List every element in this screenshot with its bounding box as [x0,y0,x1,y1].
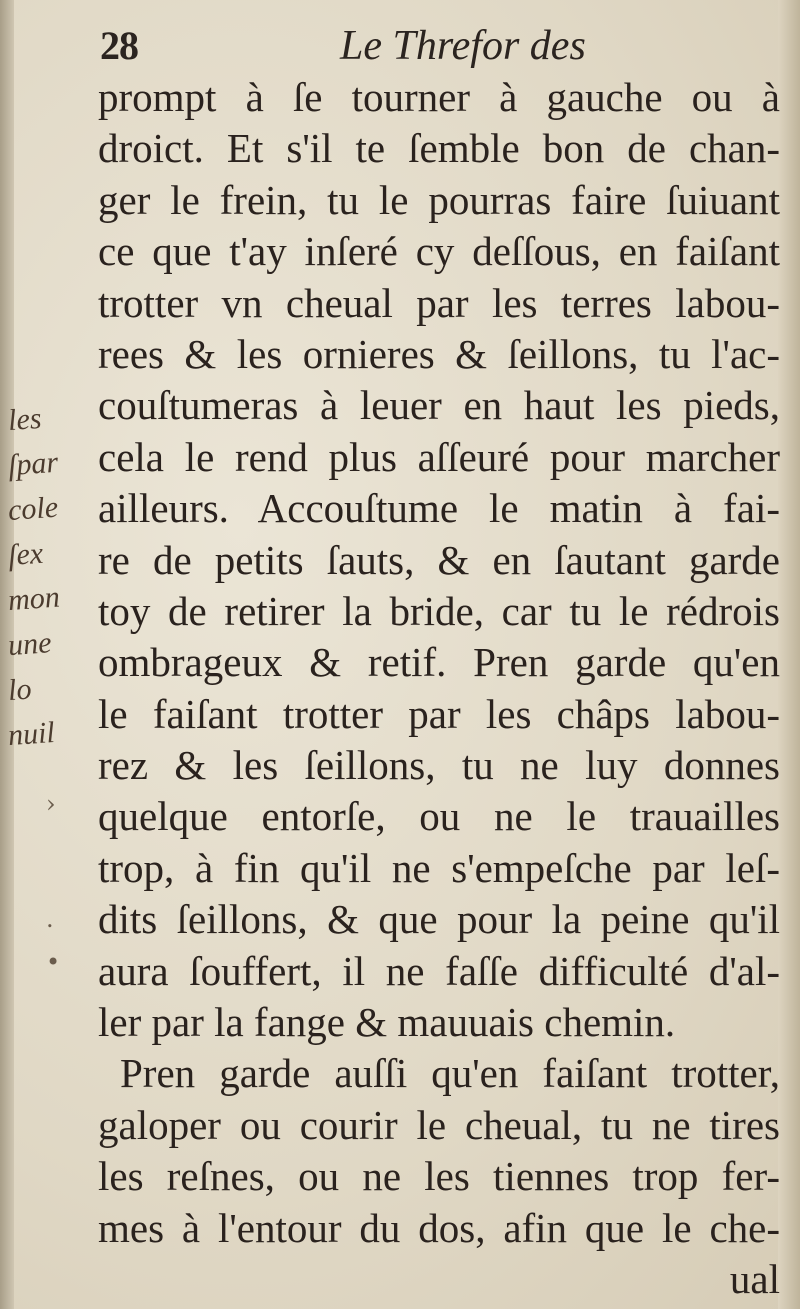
margin-note: ſex [6,536,45,573]
text-line: le faiſant trotter par les châps labou- [98,690,780,737]
text-line: ler par la fange & mauuais chemin. [98,999,676,1046]
text-line: aura ſouffert, il ne faſſe difficulté d'al- [98,947,780,994]
text-line: mes à l'entour du dos, afin que le che- [98,1204,780,1251]
text-line: prompt à ſe tourner à gauche ou à [98,74,780,120]
text-line: dits ſeillons, & que pour la peine qu'il [98,896,780,943]
text-line: ailleurs. Accouſtume le matin à fai- [98,485,780,532]
page-edge [778,0,800,1309]
text-line: ombrageux & retif. Pren garde qu'en [98,639,780,686]
text-line: rez & les ſeillons, tu ne luy donnes [98,742,780,789]
margin-mark: • [46,948,61,976]
margin-mark: . [46,905,54,933]
text-line: Pren garde auſſi qu'en faiſant trotter, [120,1050,780,1097]
text-line: ger le frein, tu le pourras faire ſuiuant [98,176,780,223]
text-line: cela le rend plus aſſeuré pour marcher [98,433,780,480]
text-line: les reſnes, ou ne les tiennes trop fer- [98,1153,780,1200]
show-through-text [80,1238,780,1298]
page-header [100,22,780,78]
margin-mark: › [46,790,56,818]
text-line: toy de retirer la bride, car tu le rédrois [98,587,780,634]
margin-note: les [6,401,43,438]
handwritten-margin-notes [8,395,98,755]
running-title: Le Threfor des [340,23,586,69]
catchword: ual [729,1255,780,1302]
text-line: trop, à fin qu'il ne s'empeſche par leſ- [98,844,780,891]
text-line: galoper ou courir le cheual, tu ne tires [98,1101,780,1148]
page-number: 28 [100,23,138,68]
text-line: re de petits ſauts, & en ſautant garde [98,536,780,583]
margin-note: nuil [6,715,56,753]
text-line: ce que t'ay inſeré cy deſſous, en faiſant [98,228,780,275]
margin-note: cole [6,490,60,528]
text-line: droict. Et s'il te ſemble bon de chan- [98,125,780,172]
margin-note: lo [6,672,33,708]
text-line: quelque entorſe, ou ne le trauailles [98,793,780,840]
text-line: couſtumeras à leuer en haut les pieds, [98,382,780,429]
margin-note: une [6,626,53,663]
margin-note: ſpar [6,445,60,483]
text-line: trotter vn cheual par les terres labou- [98,279,780,326]
body-text [98,72,780,1305]
margin-note: mon [6,580,61,618]
text-line: rees & les ornieres & ſeillons, tu l'ac- [98,330,780,377]
